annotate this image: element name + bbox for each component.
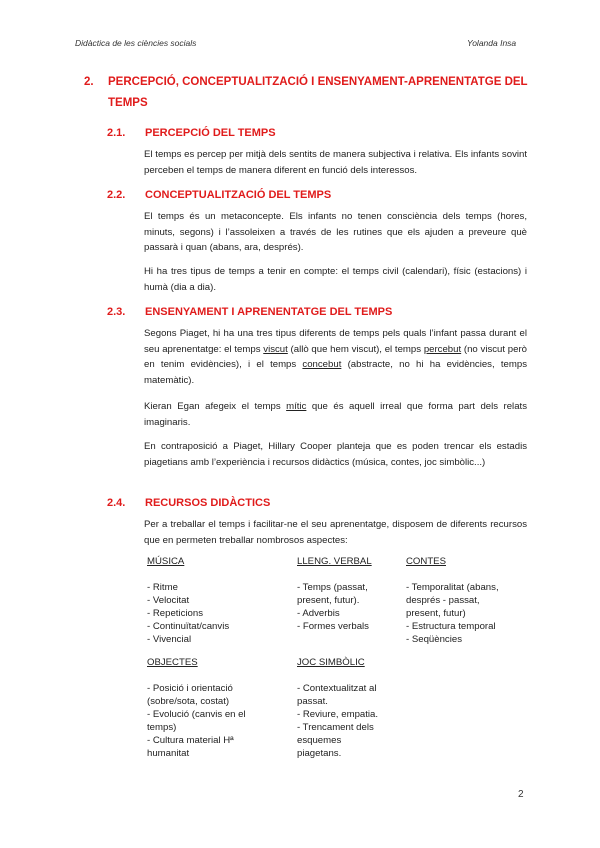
resource-title: JOC SIMBÒLIC: [297, 657, 365, 668]
subsection-title: CONCEPTUALITZACIÓ DEL TEMPS: [145, 189, 332, 201]
section-number: 2.: [84, 76, 94, 88]
resource-title: LLENG. VERBAL: [297, 556, 372, 567]
subsection-number: 2.1.: [107, 127, 126, 139]
list-item: piagetans.: [297, 748, 342, 759]
list-item: - Estructura temporal: [406, 621, 496, 632]
list-item: - Temporalitat (abans,: [406, 582, 499, 593]
list-item: - Trencament dels: [297, 722, 374, 733]
resource-llenguatge-verbal: [297, 555, 397, 633]
section-heading: [84, 72, 534, 114]
text-run: (abstracte, no hi ha evidències, temps matemàtic).: [144, 359, 527, 386]
list-item: present, futur).: [297, 595, 360, 606]
list-item: després - passat,: [406, 595, 480, 606]
subsection-title: RECURSOS DIDÀCTICS: [145, 497, 271, 509]
text-run: Kieran Egan afegeix el temps: [144, 401, 287, 412]
subsection-title: PERCEPCIÓ DEL TEMPS: [145, 127, 276, 139]
list-item: passat.: [297, 696, 328, 707]
subsection-number: 2.4.: [107, 497, 126, 509]
paragraph-cooper: En contraposició a Piaget, Hillary Cooper planteja que es poden trencar els estadis piagetians amb l’experiència i recursos didàctics (música, contes, joc simbòlic...): [144, 441, 527, 468]
header-course: Didàctica de les ciències socials: [75, 38, 197, 48]
list-item: humanitat: [147, 748, 190, 759]
list-item: - Evolució (canvis en el: [147, 709, 246, 720]
list-item: - Seqüències: [406, 634, 462, 645]
list-item: esquemes: [297, 735, 342, 746]
list-item: present, futur): [406, 608, 466, 619]
text-run: que és aquell irreal que forma part dels relats imaginaris.: [144, 401, 527, 428]
term-concebut: concebut: [302, 359, 342, 370]
list-item: - Continuïtat/canvis: [147, 621, 230, 632]
term-mitic: mític: [286, 401, 307, 412]
paragraph: Hi ha tres tipus de temps a tenir en compte: el temps civil (calendari), físic (estacions) i humà (dia a dia).: [144, 266, 527, 293]
header-author: Yolanda Insa: [467, 38, 517, 48]
section-title: PERCEPCIÓ, CONCEPTUALITZACIÓ I ENSENYAMENT-APRENENTATGE DEL TEMPS: [108, 76, 528, 109]
list-item: - Cultura material Hª: [147, 735, 234, 746]
list-item: (sobre/sota, costat): [147, 696, 230, 707]
text-run: (allò que hem viscut), el temps: [287, 343, 424, 355]
paragraph: El temps és un metaconcepte. Els infants no tenen consciència dels temps (hores, minuts, segons) i l’assoleixen a través de les rutines que els ajuden a preveure què passarà i quan (abans, ara, després).: [144, 211, 527, 253]
paragraph-piaget: [144, 326, 527, 388]
resource-title: CONTES: [406, 556, 446, 567]
list-item: - Posició i orientació: [147, 683, 233, 694]
text-run: (no viscut però en tenim evidències), i el temps: [144, 343, 527, 370]
paragraph: Per a treballar el temps i facilitar-ne el seu aprenentatge, disposem de diferents recursos que en permeten treballar nombrosos aspectes:: [144, 519, 527, 546]
list-item: - Reviure, empatia.: [297, 709, 379, 720]
resource-musica: [147, 555, 272, 646]
paragraph-egan: [144, 399, 527, 430]
list-item: - Ritme: [147, 582, 178, 593]
page-number: 2: [518, 789, 524, 800]
resource-joc-simbolic: [297, 656, 402, 760]
list-item: - Temps (passat,: [297, 582, 368, 593]
term-percebut: percebut: [423, 343, 462, 355]
list-item: - Contextualitzat al: [297, 683, 377, 694]
resource-contes: [406, 555, 531, 646]
list-item: - Formes verbals: [297, 621, 369, 632]
paragraph: El temps es percep per mitjà dels sentits de manera subjectiva i relativa. Els infants sovint perceben el temps de manera diferent en funció dels interessos.: [144, 149, 527, 176]
list-item: - Repeticions: [147, 608, 203, 619]
list-item: temps): [147, 722, 177, 733]
resource-title: MÚSICA: [147, 556, 185, 567]
list-item: - Adverbis: [297, 608, 340, 619]
subsection-number: 2.3.: [107, 306, 126, 318]
subsection-number: 2.2.: [107, 189, 126, 201]
term-viscut: viscut: [263, 343, 288, 355]
list-item: - Velocitat: [147, 595, 190, 606]
subsection-title: ENSENYAMENT I APRENENTATGE DEL TEMPS: [145, 306, 393, 318]
resource-objectes: [147, 656, 277, 760]
list-item: - Vivencial: [147, 634, 192, 645]
text-run: Segons Piaget, hi ha una tres tipus diferents de temps pels quals l’infant passa durant el seu aprenentatge: el temps: [144, 328, 527, 355]
resource-title: OBJECTES: [147, 657, 198, 668]
